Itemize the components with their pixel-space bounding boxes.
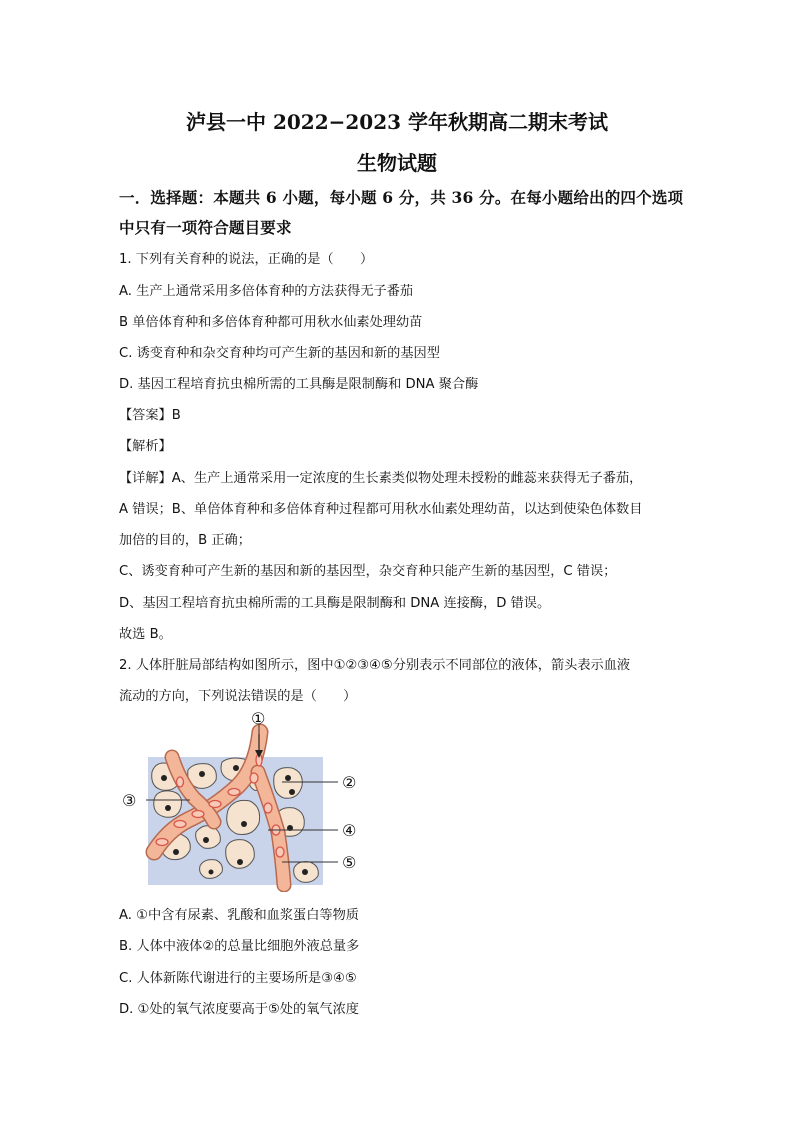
label-5: ⑤	[342, 853, 357, 872]
question-2-stem-line1: 2. 人体肝脏局部结构如图所示，图中①②③④⑤分别表示不同部位的液体，箭头表示血液	[119, 658, 631, 673]
question-1-answer: 【答案】B	[119, 408, 181, 423]
red-blood-cell	[209, 801, 221, 808]
cell-nucleus	[289, 789, 295, 795]
question-1-option-c: C. 诱变育种和杂交育种均可产生新的基因和新的基因型	[119, 346, 440, 361]
question-1-option-a: A. 生产上通常采用多倍体育种的方法获得无子番茄	[119, 284, 414, 299]
question-1-detail-line: C、诱变育种可产生新的基因和新的基因型，杂交育种只能产生新的基因型，C 错误；	[119, 564, 617, 579]
section-heading-line2: 中只有一项符合题目要求	[119, 218, 292, 237]
question-2-stem-line2: 流动的方向，下列说法错误的是（ ）	[119, 689, 357, 704]
label-1: ①	[251, 712, 266, 728]
tissue-cell	[154, 791, 182, 817]
cell-nucleus	[209, 870, 214, 875]
question-1-conclusion: 故选 B。	[119, 627, 172, 642]
question-1-detail-line: D、基因工程培育抗虫棉所需的工具酶是限制酶和 DNA 连接酶，D 错误。	[119, 596, 551, 611]
tissue-cell	[274, 768, 303, 799]
question-1-analysis-label: 【解析】	[119, 439, 172, 454]
question-2-option-c: C. 人体新陈代谢进行的主要场所是③④⑤	[119, 971, 357, 986]
red-blood-cell	[156, 839, 168, 846]
cell-nucleus	[203, 837, 209, 843]
cell-nucleus	[285, 775, 291, 781]
label-2: ②	[342, 773, 357, 792]
tissue-cell	[227, 800, 260, 834]
exam-title: 泸县一中 2022−2023 学年秋期高二期末考试	[185, 110, 608, 134]
red-blood-cell	[228, 789, 240, 796]
cell-nucleus	[233, 765, 239, 771]
red-blood-cell	[192, 811, 204, 818]
tissue-cell	[200, 860, 223, 879]
liver-tissue-diagram	[118, 712, 370, 892]
section-heading-line1: 一．选择题：本题共 6 小题，每小题 6 分，共 36 分。在每小题给出的四个选项	[119, 188, 684, 207]
cell-nucleus	[241, 821, 247, 827]
question-2-option-d: D. ①处的氧气浓度要高于⑤处的氧气浓度	[119, 1002, 359, 1017]
cell-nucleus	[199, 771, 205, 777]
label-3: ③	[122, 791, 137, 810]
question-1-detail-line: A 错误；B、单倍体育种和多倍体育种过程都可用秋水仙素处理幼苗，以达到使染色体数目	[119, 502, 643, 517]
exam-subtitle: 生物试题	[357, 151, 437, 175]
cell-nucleus	[302, 869, 308, 875]
red-blood-cell	[276, 847, 284, 857]
question-1-option-d: D. 基因工程培育抗虫棉所需的工具酶是限制酶和 DNA 聚合酶	[119, 377, 479, 392]
cell-nucleus	[161, 775, 167, 781]
red-blood-cell	[264, 803, 272, 813]
question-2-option-b: B. 人体中液体②的总量比细胞外液总量多	[119, 939, 360, 954]
red-blood-cell	[174, 821, 186, 828]
question-1-detail-line: 【详解】A、生产上通常采用一定浓度的生长素类似物处理未授粉的雌蕊来获得无子番茄，	[119, 471, 643, 486]
red-blood-cell	[177, 777, 184, 787]
cell-nucleus	[237, 859, 243, 865]
cell-nucleus	[165, 805, 171, 811]
question-1-detail-line: 加倍的目的，B 正确；	[119, 533, 251, 548]
red-blood-cell	[250, 773, 258, 783]
question-1-stem: 1. 下列有关育种的说法，正确的是（ ）	[119, 252, 374, 267]
question-2-option-a: A. ①中含有尿素、乳酸和血浆蛋白等物质	[119, 908, 359, 923]
question-1-option-b: B 单倍体育种和多倍体育种都可用秋水仙素处理幼苗	[119, 315, 423, 330]
label-4: ④	[342, 821, 357, 840]
cell-nucleus	[173, 849, 179, 855]
